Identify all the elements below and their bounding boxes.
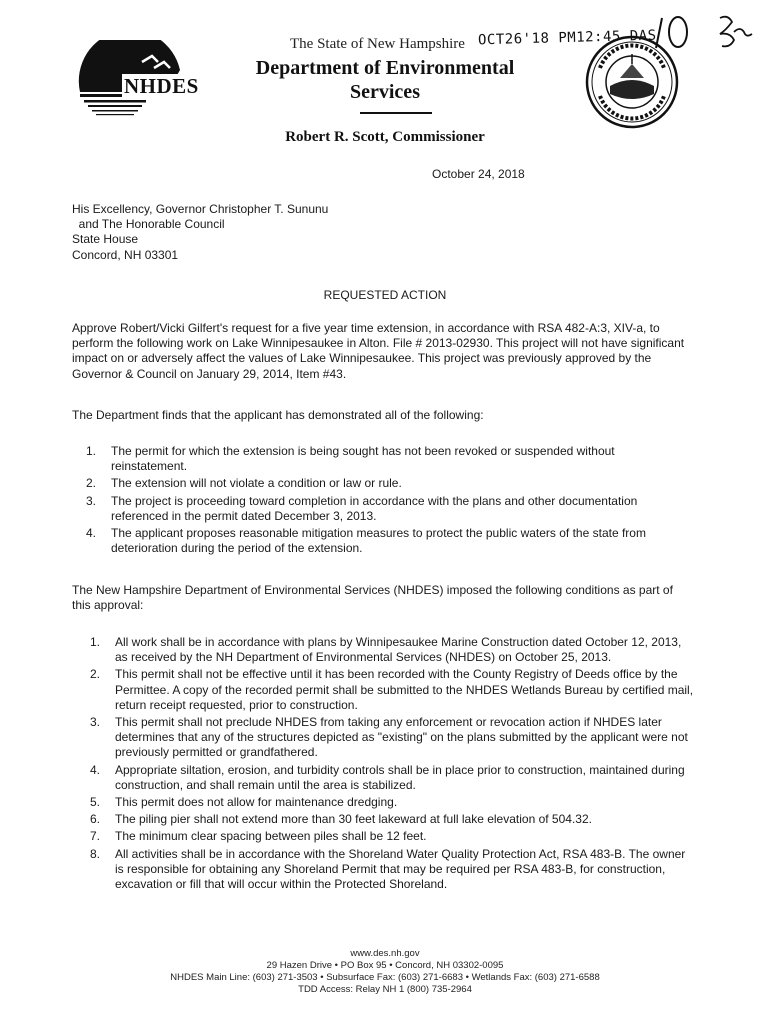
findings-list xyxy=(86,444,688,558)
list-text: The project is proceeding toward completion in accordance with the plans and other documentation referenced in the permit dated December 3, 2013. xyxy=(111,493,638,523)
list-number: 3. xyxy=(90,715,101,730)
footer-address: 29 Hazen Drive • PO Box 95 • Concord, NH 03302-0095 xyxy=(266,960,504,971)
list-text: Appropriate siltation, erosion, and turbidity controls shall be in place prior to construction, maintained during construction, and shall remain until the area is stabilized. xyxy=(115,762,685,792)
recipient-address xyxy=(72,202,328,263)
list-text: The permit for which the extension is being sought has not been revoked or suspended without reinstatement. xyxy=(111,444,615,474)
list-item xyxy=(90,635,696,665)
list-item xyxy=(86,494,688,524)
list-text: This permit shall not be effective until it has been recorded with the County Registry of Deeds office by the Permittee. A copy of the recorded permit shall be submitted to the NHDES Wetlands Bureau by certified mail, return receipt requested, prior to construction. xyxy=(115,667,694,712)
list-item xyxy=(90,812,696,827)
list-item xyxy=(90,795,696,810)
findings-intro: The Department finds that the applicant has demonstrated all of the following: xyxy=(72,408,484,422)
state-line: The State of New Hampshire xyxy=(290,36,465,52)
footer-website[interactable]: www.des.nh.gov xyxy=(350,948,420,959)
recipient-line: Concord, NH 03301 xyxy=(72,247,179,262)
list-item xyxy=(86,444,688,474)
list-number: 8. xyxy=(90,846,101,861)
list-item xyxy=(90,847,696,893)
list-item xyxy=(90,829,696,844)
list-text: The minimum clear spacing between piles shall be 12 feet. xyxy=(115,829,427,844)
nhdes-logo xyxy=(76,40,212,124)
letterhead-footer xyxy=(0,948,770,996)
list-item xyxy=(86,476,688,491)
recipient-line: His Excellency, Governor Christopher T. Sununu xyxy=(72,202,329,216)
list-item xyxy=(86,526,688,556)
list-item xyxy=(90,667,696,713)
list-text: This permit does not allow for maintenance dredging. xyxy=(115,795,398,810)
conditions-intro: The New Hampshire Department of Environmental Services (NHDES) imposed the following conditions as part of this approval: xyxy=(72,583,673,613)
list-number: 1. xyxy=(90,635,101,649)
list-number: 2. xyxy=(86,476,97,491)
title-rule xyxy=(360,112,432,114)
list-number: 4. xyxy=(86,526,97,541)
received-stamp: OCT26'18 PM12:45 DAS xyxy=(477,27,657,49)
list-text: All work shall be in accordance with plans by Winnipesaukee Marine Construction dated October 12, 2013, as received by the NH Department of Environmental Services (NHDES) on October 25, 2013. xyxy=(115,635,682,665)
list-number: 5. xyxy=(90,795,101,810)
list-text: The piling pier shall not extend more than 30 feet lakeward at full lake elevation of 504.32. xyxy=(115,812,592,827)
list-number: 3. xyxy=(86,493,97,508)
list-text: The extension will not violate a condition or law or rule. xyxy=(111,476,402,491)
request-paragraph: Approve Robert/Vicki Gilfert's request for a five year time extension, in accordance with RSA 482-A:3, XIV-a, to perform the following work on Lake Winnipesaukee in Alton. File # 2013-02930. This project will not have significant impact on or adversely affect the values of Lake Winnipesaukee. This project was previously approved by the Governor & Council on January 29, 2014, Item #43. xyxy=(72,321,685,381)
logo-wordmark: NHDES xyxy=(124,74,199,98)
list-text: All activities shall be in accordance with the Shoreland Water Quality Protection Act, RSA 483-B. The owner is responsible for obtaining any Shoreland Permit that may be required per RSA 483-B, for construction, excavation or fill that will occur within the Protected Shoreland. xyxy=(115,846,686,892)
commissioner-line: Robert R. Scott, Commissioner xyxy=(285,129,485,145)
department-name xyxy=(225,56,545,104)
letter-date: October 24, 2018 xyxy=(432,167,525,181)
handwritten-annotation xyxy=(648,8,758,60)
list-text: The applicant proposes reasonable mitigation measures to protect the public waters of the state from deterioration during the period of the extension. xyxy=(111,526,646,556)
list-number: 4. xyxy=(90,762,101,777)
footer-phones: NHDES Main Line: (603) 271-3503 • Subsurface Fax: (603) 271-6683 • Wetlands Fax: (603) 271-6588 xyxy=(170,972,600,983)
recipient-line: and The Honorable Council xyxy=(72,217,225,232)
handwritten-note-graphic xyxy=(648,8,758,60)
footer-tdd: TDD Access: Relay NH 1 (800) 735-2964 xyxy=(298,984,472,995)
list-text: This permit shall not preclude NHDES from taking any enforcement or revocation action if NHDES later determines that any of the structures depicted as "existing" on the plans submitted by the applicant were not previously permitted or grandfathered. xyxy=(115,715,688,760)
recipient-line: State House xyxy=(72,232,139,247)
requested-action-heading: REQUESTED ACTION xyxy=(323,288,447,302)
department-name-line2: Services xyxy=(350,81,420,103)
list-number: 2. xyxy=(90,667,101,682)
list-number: 6. xyxy=(90,812,101,827)
list-item xyxy=(90,763,696,793)
department-name-line1: Department of Environmental xyxy=(255,57,515,79)
conditions-list xyxy=(90,635,696,894)
list-number: 1. xyxy=(86,444,97,458)
list-number: 7. xyxy=(90,829,101,844)
list-item xyxy=(90,715,696,761)
